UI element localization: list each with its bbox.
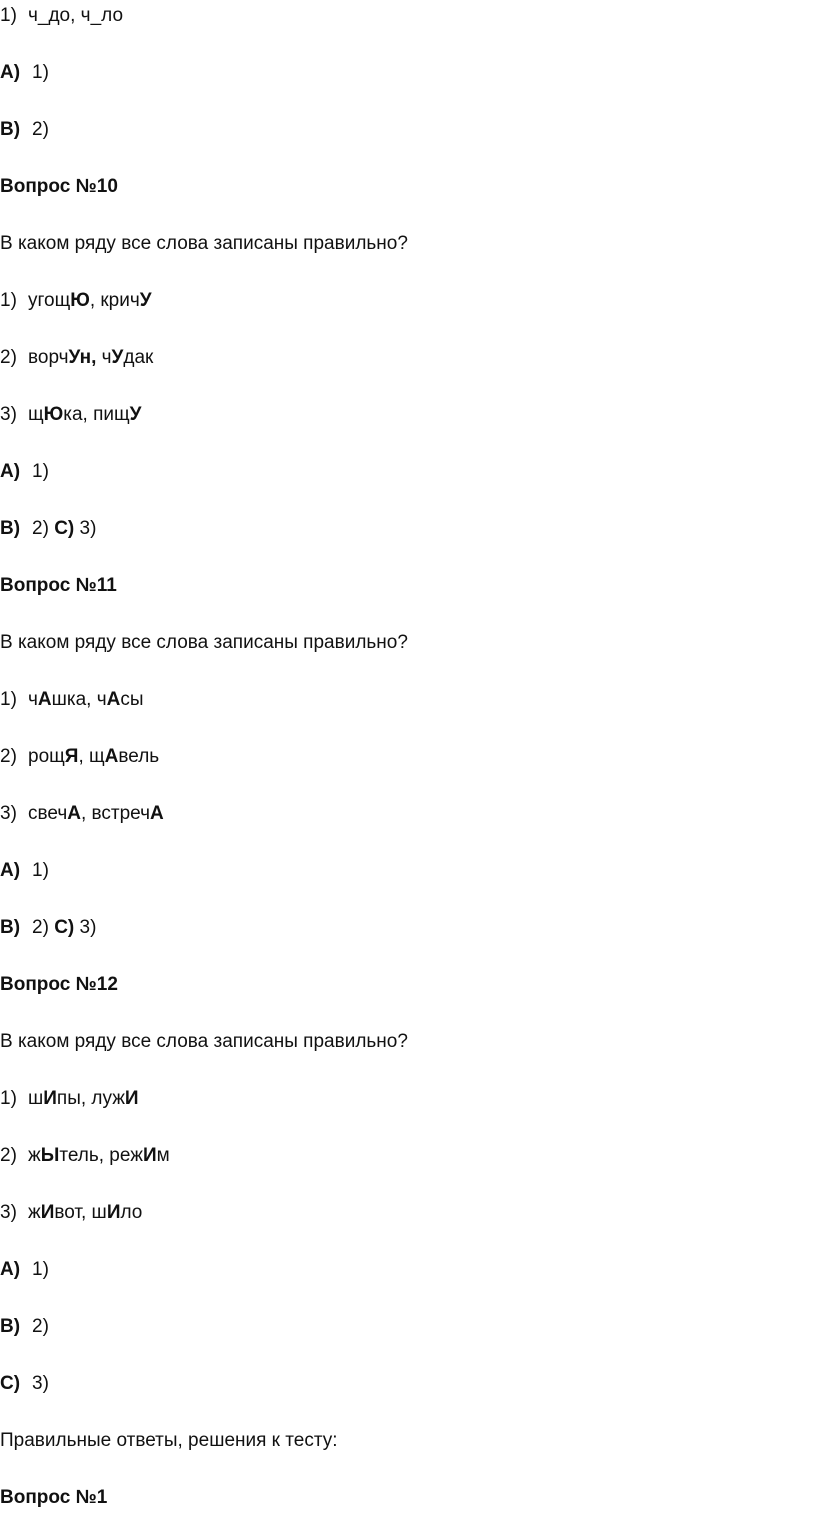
option-line [0,346,153,370]
option-text: ж [28,1145,41,1166]
option-number: 3) [0,404,17,425]
option-letter: Ун, [68,347,97,368]
question-title: Вопрос №12 [0,974,118,995]
answer-line [0,916,96,940]
answer-label: C) [0,1373,21,1394]
option-number: 2) [0,347,17,368]
option-text: вель [118,746,160,767]
option-line [0,1144,170,1168]
option-text: вот, ш [54,1202,107,1223]
option-letter: И [106,1202,121,1223]
option-text: рощ [28,746,65,767]
option-text: дак [123,347,154,368]
option-text: ч [28,689,38,710]
option-text: м [156,1145,170,1166]
answer-line [0,517,96,541]
answer-value: 1) [32,860,49,881]
option-letter: И [43,1088,57,1109]
option-number: 2) [0,1145,17,1166]
answer-label: C) [54,518,75,539]
option-text: свеч [28,803,68,824]
option-text: , крич [89,290,140,311]
option-text: , щ [78,746,105,767]
option-number: 3) [0,1202,17,1223]
option-number: 2) [0,746,17,767]
answer-value: 1) [32,461,49,482]
answer-label: A) [0,1259,21,1280]
option-text: сы [120,689,144,710]
answers-heading: Правильные ответы, решения к тесту: [0,1430,338,1451]
answer-line [0,859,49,883]
answer-value: 1) [32,1259,49,1280]
option-text: ш [28,1088,44,1109]
option-letter: Ю [43,404,64,425]
option-line [0,688,144,712]
answer-line [0,1315,49,1339]
answer-value: 1) [32,62,49,83]
question-title: Вопрос №10 [0,176,118,197]
option-text: ло [120,1202,143,1223]
answer-label: C) [54,917,75,938]
option-letter: Ю [70,290,90,311]
question-prompt: В каком ряду все слова записаны правильно? [0,233,408,254]
question-title: Вопрос №1 [0,1487,108,1508]
option-letter: А [104,746,119,767]
option-number: 1) [0,290,17,311]
answer-line [0,61,49,85]
option-text: , встреч [80,803,150,824]
option-letter: И [40,1202,55,1223]
answer-value: 3) [32,1373,49,1394]
answer-label: B) [0,917,21,938]
option-text: угощ [28,290,71,311]
option-number: 3) [0,803,17,824]
option-line [0,1201,142,1225]
answer-label: B) [0,1316,21,1337]
answer-value: 3) [79,917,97,938]
answer-line [0,1258,49,1282]
answer-label: A) [0,461,21,482]
answer-value: 2) [32,518,49,539]
option-letter: А [37,689,52,710]
option-text: щ [28,404,44,425]
option-line [0,1087,139,1111]
answer-label: A) [0,62,21,83]
option-line [0,745,159,769]
option-text: ворч [28,347,69,368]
answer-label: A) [0,860,21,881]
answer-value: 2) [32,917,49,938]
option-letter: А [67,803,81,824]
question-prompt: В каком ряду все слова записаны правильно? [0,1031,408,1052]
option-number: 1) [0,1088,17,1109]
option-letter: Ы [40,1145,60,1166]
question-prompt: В каком ряду все слова записаны правильно? [0,632,408,653]
option-text: ч [96,347,112,368]
option-letter: У [129,404,142,425]
option-letter: А [150,803,164,824]
answer-value: 2) [32,119,49,140]
answer-line [0,1372,49,1396]
option-number: 1) [0,689,17,710]
answer-line [0,118,49,142]
option-letter: А [106,689,121,710]
answer-label: B) [0,518,21,539]
option-line [0,802,164,826]
question-title: Вопрос №11 [0,575,117,596]
option-text: пы, луж [56,1088,125,1109]
answer-value: 3) [79,518,97,539]
option-letter: У [111,347,124,368]
option-letter: Я [64,746,79,767]
answer-value: 2) [32,1316,49,1337]
option-letter: И [124,1088,139,1109]
option-letter: И [142,1145,157,1166]
option-line [0,289,152,313]
answer-line [0,460,49,484]
option-text: ка, пищ [63,404,130,425]
option-text: тель, реж [59,1145,143,1166]
option-text: шка, ч [51,689,107,710]
option-line [0,4,123,28]
option-text: ж [28,1202,41,1223]
answer-label: B) [0,119,21,140]
option-number: 1) [0,5,17,26]
option-text: ч_до, ч_ло [28,5,124,26]
option-line [0,403,141,427]
option-letter: У [139,290,152,311]
